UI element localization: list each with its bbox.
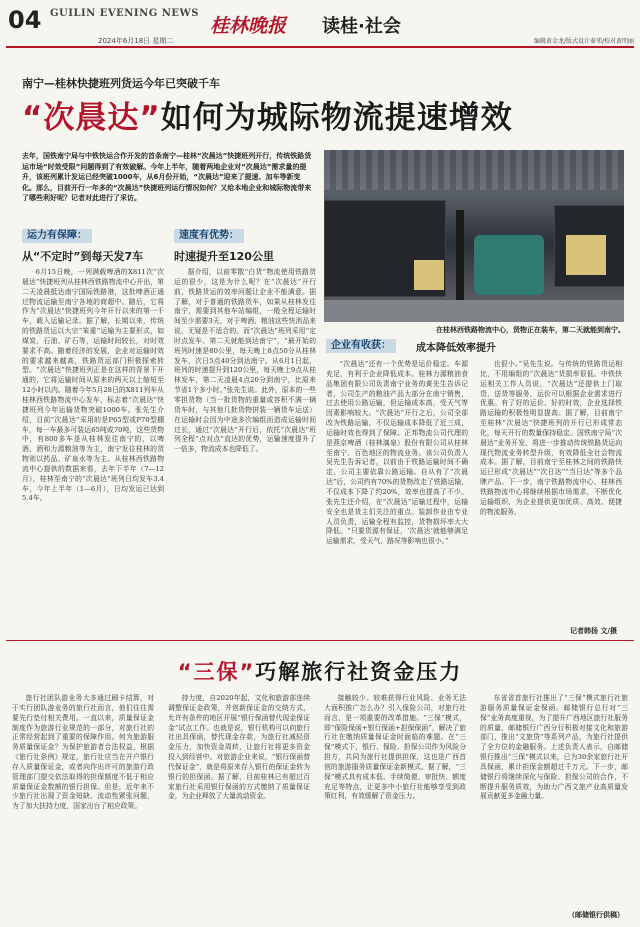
paper-name: GUILIN EVENING NEWS — [50, 8, 199, 19]
photo-caption: 在桂林西铁路物流中心，货物正在装车，第二天就能到南宁。 — [436, 326, 625, 334]
article1-col2: 据介绍，以前零散“白货”物流使用铁路货运的很少，这是为什么呢？在“次晨达”开行前，铁路货运的效率问题让企业不能满意。据了解，对于普通的铁路货车，如果从桂林发往南宁，需要到其他车站编组，一般全程运输时间至少需要3天，对于啤酒、粮油这些快消品来说，无疑是不适合的。而“次晨达”班列采用“定时点发车、第二天就能到达南宁”，“最开始的班列时速是80公里，每天晚上8点50分从桂林发车，次日5点40分到达南宁。从6月1日起，班列的时速提升到120公里，每天晚上9点从桂林发车，第二天凌晨4点20分到南宁，比原来节省1个多小时。”张先生说。此外，原本的一些零担货物（当一批货物的重量或容积不满一辆货车时，与其他几批货物拼装一辆货车运送）在运输时会因为中途多次编组而造成运输时间过长，通过“次晨达”开行后，依托“次晨达”班列全程“点对点”直达的优势，运输速度提升了一倍多，物流成本也降低了。 — [174, 268, 316, 454]
article2-col2: 持力度，自2020年起，文化和旅游部连续调整保证金政策，并创新保证金的交纳方式，允许有条件的地区开展“银行保函替代现金保证金”试点工作。也就是说，银行机构可以向旅行社出具保函，替代现金存款，为旅行社减轻资金压力，加快资金周转，让旅行社将更多资金投入到经营中。对旅游企业来说，“银行保函替代保证金”，就是将原来存入银行的保证金转为银行的担保函。据了解，目前桂林已有超过百家旅行社采用银行保函的方式缴纳了质量保证金，为企业释放了大量流动资金。 — [168, 694, 310, 801]
warehouse-roof — [324, 150, 624, 190]
platform-floor — [324, 300, 624, 322]
article1-col1: 6月15日晚，一列满载啤酒的X811次“次晨达”快捷班列从桂林西铁路物流中心开出，第二天凌晨抵达南宁国际铁路港，这批啤酒正通过物流运输至南宁各地的商超中。随后，它将作为“次晨达”快捷班列今年开行以来的第一千车，载入运输记录。据了解，长期以来，传统的铁路货运以大宗“笨重”运输为主要形式，如煤炭、石油、矿石等，运输时间较长，对时效要求不高。随着经济的发展，企业对运输时效的要求越来越高，铁路货运部门积极探索转型。“次晨达”快捷班列正是在这样的背景下开通的，它将运输时间从原来的两天以上缩短至12小时以内。随着今年5月28日的X811列车从桂林西铁路物流中心发车，标志着“次晨达”快捷班列今年运输货物突破1000车。张先生介绍，目前“次晨达”采用的是P65型或P70型棚车，每一车最多可装运65吨或70吨，这些货物中，有800多车是从桂林发往南宁的，以啤酒、酒和力源粮油等为主，南宁发往桂林的货物则以药品、矿泉水等为主。从桂林西铁路物流中心提供的数据来看，去年下半年（7—12月），桂林至南宁的“次晨达”班列日均发车3.4车，今年上半年（1—6月），日均发运已达到5.4车。 — [22, 268, 164, 503]
article2-source: （邮储银行供稿） — [568, 911, 624, 919]
byline: 记者韩扬 文/摄 — [570, 627, 617, 635]
cargo-pallet — [566, 235, 606, 275]
cargo-pallet — [414, 260, 444, 290]
forklift — [474, 235, 544, 295]
article1-photo — [324, 150, 624, 322]
section2-tag: 速度有优势： — [174, 229, 244, 243]
section1-subtitle: 从“不定时”到每天发7车 — [22, 250, 144, 263]
headline-quoted: “次晨达” — [22, 100, 161, 136]
paper-logo: 桂林晚报 — [210, 15, 287, 37]
section2-subtitle: 时速提升至120公里 — [174, 250, 274, 263]
section1-tag: 运力有保障： — [22, 229, 92, 243]
article2-headline — [0, 656, 640, 686]
headline-rest: 如何为城际物流提速增效 — [160, 100, 513, 136]
section3-tag: 企业有收获： — [326, 339, 396, 353]
article1-lead: 去年，国铁南宁局与中铁快运合作开发的首条南宁—桂林“次晨达”快捷班列开行，传统铁路货运市场“时效受限”问题得到了有效破解。今年上半年，随着两地企业对“次晨达”需求量的提升，该班列累计发运已经突破1000车，从6月份开始，“次晨达”迎来了提速、加车等新变化。那么，目前开行一年多的“次晨达”快捷班列运行情况如何？又给本地企业和城际物流带来了哪些利好呢？记者对此进行了采访。 — [22, 152, 312, 202]
headline2-rest: 巧解旅行社资金压力 — [255, 660, 463, 684]
article-divider — [6, 640, 634, 641]
article1-kicker: 南宁—桂林快捷班列货运今年已突破千车 — [22, 77, 220, 90]
article1-col4: 也很小。”吴先生说。与传统的铁路货运相比，不用编组的“次晨达”货损率很低。中铁快运相关工作人员说，“次晨达”还提供上门取货、送货等服务，运价可以根据企业需求进行优惠。有了好的运价、好的时效，企业选择铁路运输的积极性明显提高。据了解，目前南宁至桂林“次晨达”快捷班列的开行已形成常态化，每天开行的数量保持稳定。国铁南宁局“次晨达”业务开发，将进一步推动传统铁路货运向现代物流业务转型升级，有效降低全社会物流成本。据了解，目前南宁至桂林之间的铁路快运已形成“次晨达”“次日达”“当日达”等多个品牌产品。下一步，南宁铁路物流中心、桂林西铁路物流中心将继续根据市场需求，不断优化运输组织，为企业提供更加优质、高效、便捷的物流服务。 — [480, 360, 622, 516]
masthead — [0, 0, 640, 44]
article1-headline — [22, 92, 513, 137]
forklift-mast — [456, 210, 464, 300]
editors-credit: 编辑黄金龙/版式设计秦邻/校对黄明丽 — [533, 38, 634, 45]
issue-date: 2024年6月18日 星期二 — [98, 37, 174, 45]
masthead-rule — [6, 46, 634, 48]
section3-subtitle: 成本降低效率提升 — [416, 343, 496, 354]
article2-col3: 接触较少。较难获得行业风险、业务无法大面积推广怎么办？引入保险公司，对旅行社而言，是一项重要的改革措施。“三保”模式，即“保险保函+银行保函+担保保函”，解决了旅行社在缴纳质量保证金时面临的难题。在“三保”模式下，银行、保险、担保公司作为风险分担方，共同为旅行社提供担保，这也是广西首创的旅游服务质量保证金新模式。据了解，“三保”模式具有成本低、手续简便、审批快、额度充足等特点，让更多中小旅行社能够享受到政策红利，有效缓解了资金压力。 — [324, 694, 466, 801]
page-number: 04 — [8, 6, 42, 34]
article2-col1: 旅行社团队游业务大多通过刷卡结算，对于实行团队游业务的旅行社而言，他们往往需要先行垫付相关费用。一直以来，质量保证金制度作为旅游行业规范的一部分，对旅行社的正常经营起到了重要的保障作用。何为旅游服务质量保证金？为保护旅游者合法权益，根据《旅行社条例》规定，旅行社应当在开户银行存入质量保证金，或者向作出许可的旅游行政管理部门提交依法取得的担保额度不低于相应质量保证金数额的银行担保。但是，近年来不少旅行社出现了资金短缺、流动性紧张问题，为了加大扶持力度，国家出台了相应政策。 — [12, 694, 154, 811]
article1-col3: “次晨达”还有一个优势是运价稳定。车源充足，有利于企业降低成本。桂林力源粮油食品集团有限公司负责南宁业务的黄先生告诉记者，公司生产的粮油产品大部分在南宁销售，过去使用公路运输，但运输成本高，受天气等因素影响较大。“次晨达”开行之后，公司全部改为铁路运输，不仅运输成本降低了近三成，运输时效也得到了保障。正邦物流公司代理的是燕京啤酒（桂林漓泉）股份有限公司从桂林至南宁、百色地区的物流业务。该公司负责人吴先生告诉记者，以前由于铁路运输时间不确定，公司主要依靠公路运输。自从有了“次晨达”后，公司约有70%的货物改走了铁路运输，不仅成本下降了约20%，效率也提高了不少。张先生还介绍，在“次晨达”运输过程中，运输安全也是货主们关注的重点。装卸作业由专业人员负责，运输全程有监控，货物损坏率大大降低。“只要货源有保证，‘次晨达’就能够满足运输需求，受天气、路况等影响也很小。” — [326, 360, 468, 546]
headline2-quoted: “三保” — [177, 660, 256, 684]
article2-col4: 东省省首旅行社推出了“三保”模式旅行社旅游服务质量保证金保函。邮储银行总行对“三保”业务高度重视，为了提升广西地区旅行社服务的质量，邮储银行广西分行积极对接文化和旅游部门，推出“文旅贷”等系列产品，为旅行社提供了全方位的金融服务。上述负责人表示，自邮储银行推出“三保”模式以来，已为30余家旅行社开具保函，累计担保金额超过千万元。下一步，邮储银行将继续深化与保险、担保公司的合作，不断提升服务质效，为助力广西文旅产业高质量发展贡献更多金融力量。 — [480, 694, 628, 801]
section-title: 读桂·社会 — [322, 16, 401, 37]
